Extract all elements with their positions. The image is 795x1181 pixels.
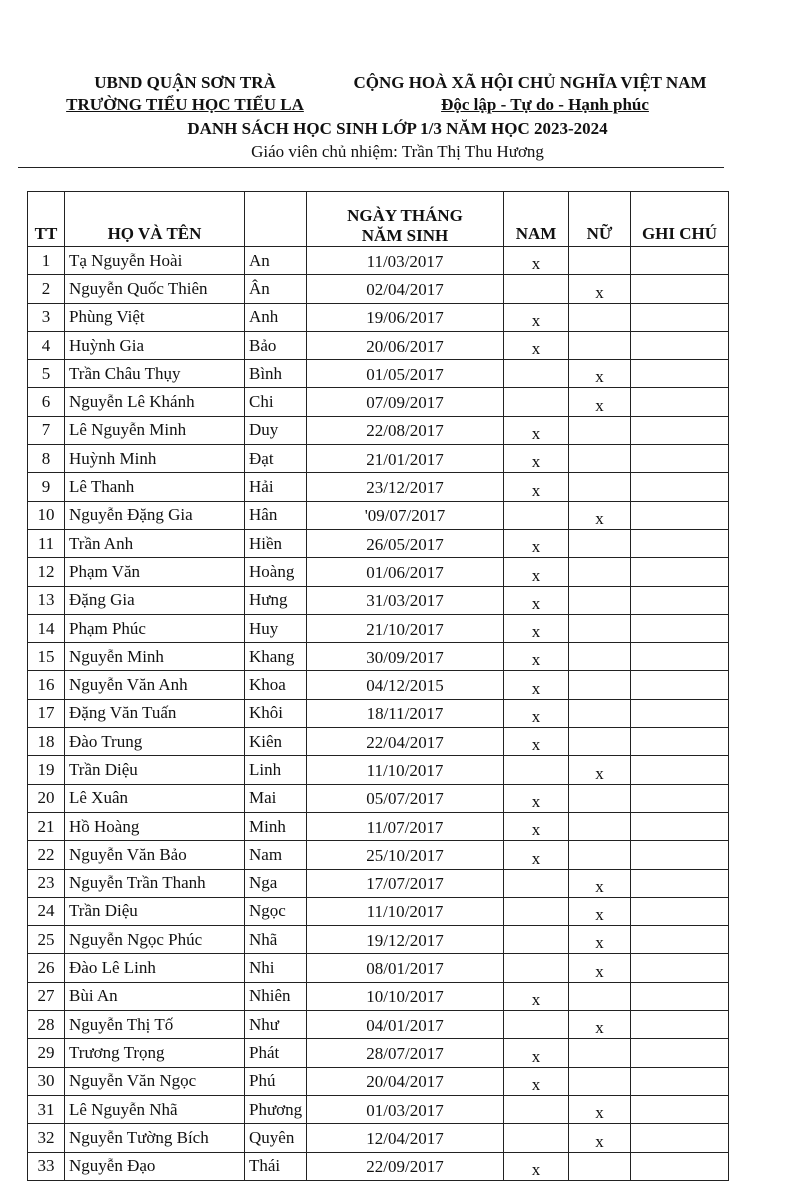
cell-note: [631, 614, 729, 642]
cell-tt: 18: [28, 728, 65, 756]
table-row: [28, 614, 729, 642]
cell-male-mark: x: [504, 445, 569, 473]
cell-full-name: Phùng Việt: [65, 303, 245, 331]
cell-given-name: Anh: [245, 303, 307, 331]
cell-full-name: Đặng Văn Tuấn: [65, 699, 245, 727]
cell-date-of-birth: 07/09/2017: [307, 388, 504, 416]
table-row: [28, 303, 729, 331]
cell-note: [631, 529, 729, 557]
table-row: [28, 897, 729, 925]
cell-male-mark: x: [504, 529, 569, 557]
cell-male-mark: x: [504, 784, 569, 812]
cell-date-of-birth: 17/07/2017: [307, 869, 504, 897]
cell-full-name: Nguyễn Lê Khánh: [65, 388, 245, 416]
cell-note: [631, 643, 729, 671]
cell-given-name: Nga: [245, 869, 307, 897]
cell-male-mark: x: [504, 699, 569, 727]
cell-note: [631, 586, 729, 614]
cell-given-name: An: [245, 247, 307, 275]
cell-given-name: Khang: [245, 643, 307, 671]
header-date-of-birth: NGÀY THÁNG NĂM SINH: [307, 192, 504, 247]
table-row: [28, 954, 729, 982]
cell-tt: 25: [28, 926, 65, 954]
table-row: [28, 445, 729, 473]
table-row: [28, 784, 729, 812]
cell-female-mark: [569, 586, 631, 614]
cell-note: [631, 473, 729, 501]
cell-tt: 12: [28, 558, 65, 586]
cell-tt: 10: [28, 501, 65, 529]
cell-female-mark: [569, 1152, 631, 1180]
cell-tt: 5: [28, 360, 65, 388]
cell-full-name: Nguyễn Đặng Gia: [65, 501, 245, 529]
cell-male-mark: x: [504, 303, 569, 331]
cell-male-mark: x: [504, 247, 569, 275]
table-row: [28, 275, 729, 303]
cell-full-name: Nguyễn Tường Bích: [65, 1124, 245, 1152]
cell-given-name: Linh: [245, 756, 307, 784]
cell-given-name: Hoàng: [245, 558, 307, 586]
cell-male-mark: [504, 756, 569, 784]
cell-female-mark: x: [569, 360, 631, 388]
table-row: [28, 1067, 729, 1095]
cell-full-name: Nguyễn Văn Bảo: [65, 841, 245, 869]
cell-date-of-birth: 30/09/2017: [307, 643, 504, 671]
cell-note: [631, 954, 729, 982]
cell-female-mark: [569, 784, 631, 812]
cell-date-of-birth: 11/10/2017: [307, 756, 504, 784]
cell-male-mark: [504, 1124, 569, 1152]
cell-given-name: Hân: [245, 501, 307, 529]
cell-given-name: Phát: [245, 1039, 307, 1067]
cell-male-mark: x: [504, 728, 569, 756]
cell-date-of-birth: 22/04/2017: [307, 728, 504, 756]
cell-female-mark: [569, 303, 631, 331]
cell-male-mark: x: [504, 982, 569, 1010]
header-given-name: [245, 192, 307, 247]
cell-note: [631, 841, 729, 869]
cell-tt: 17: [28, 699, 65, 727]
cell-male-mark: [504, 926, 569, 954]
cell-full-name: Tạ Nguyễn Hoài: [65, 247, 245, 275]
cell-note: [631, 897, 729, 925]
cell-male-mark: [504, 1011, 569, 1039]
cell-note: [631, 275, 729, 303]
cell-note: [631, 1039, 729, 1067]
cell-full-name: Nguyễn Văn Ngọc: [65, 1067, 245, 1095]
cell-date-of-birth: 21/10/2017: [307, 614, 504, 642]
header-name: HỌ VÀ TÊN: [65, 192, 245, 247]
cell-female-mark: [569, 331, 631, 359]
cell-date-of-birth: '09/07/2017: [307, 501, 504, 529]
cell-full-name: Nguyễn Thị Tố: [65, 1011, 245, 1039]
cell-given-name: Hải: [245, 473, 307, 501]
table-row: [28, 671, 729, 699]
cell-note: [631, 445, 729, 473]
cell-female-mark: [569, 643, 631, 671]
table-row: [28, 331, 729, 359]
cell-note: [631, 728, 729, 756]
cell-tt: 15: [28, 643, 65, 671]
cell-female-mark: [569, 1067, 631, 1095]
cell-date-of-birth: 20/06/2017: [307, 331, 504, 359]
cell-female-mark: x: [569, 501, 631, 529]
cell-given-name: Khoa: [245, 671, 307, 699]
cell-female-mark: x: [569, 388, 631, 416]
cell-date-of-birth: 25/10/2017: [307, 841, 504, 869]
cell-given-name: Nam: [245, 841, 307, 869]
cell-female-mark: [569, 671, 631, 699]
cell-tt: 14: [28, 614, 65, 642]
cell-male-mark: [504, 360, 569, 388]
cell-note: [631, 331, 729, 359]
cell-tt: 33: [28, 1152, 65, 1180]
cell-date-of-birth: 31/03/2017: [307, 586, 504, 614]
cell-full-name: Nguyễn Đạo: [65, 1152, 245, 1180]
header-note: GHI CHÚ: [631, 192, 729, 247]
cell-male-mark: x: [504, 812, 569, 840]
cell-date-of-birth: 21/01/2017: [307, 445, 504, 473]
cell-date-of-birth: 04/01/2017: [307, 1011, 504, 1039]
cell-given-name: Đạt: [245, 445, 307, 473]
cell-female-mark: x: [569, 1095, 631, 1123]
nation-name: CỘNG HOÀ XÃ HỘI CHỦ NGHĨA VIỆT NAM: [353, 73, 707, 92]
cell-full-name: Phạm Phúc: [65, 614, 245, 642]
cell-note: [631, 869, 729, 897]
cell-female-mark: [569, 699, 631, 727]
cell-note: [631, 699, 729, 727]
cell-male-mark: x: [504, 671, 569, 699]
cell-date-of-birth: 22/08/2017: [307, 416, 504, 444]
cell-note: [631, 558, 729, 586]
table-row: [28, 728, 729, 756]
cell-female-mark: x: [569, 954, 631, 982]
cell-tt: 23: [28, 869, 65, 897]
district-name: UBND QUẬN SƠN TRÀ: [94, 73, 276, 92]
cell-tt: 26: [28, 954, 65, 982]
national-motto-block: [320, 72, 740, 116]
cell-tt: 7: [28, 416, 65, 444]
cell-full-name: Nguyễn Quốc Thiên: [65, 275, 245, 303]
cell-tt: 20: [28, 784, 65, 812]
table-row: [28, 869, 729, 897]
cell-given-name: Chi: [245, 388, 307, 416]
table-row: [28, 586, 729, 614]
cell-female-mark: [569, 558, 631, 586]
cell-full-name: Bùi An: [65, 982, 245, 1010]
cell-date-of-birth: 04/12/2015: [307, 671, 504, 699]
table-row: [28, 247, 729, 275]
cell-tt: 27: [28, 982, 65, 1010]
school-name: TRƯỜNG TIỂU HỌC TIỂU LA: [66, 95, 304, 114]
cell-date-of-birth: 26/05/2017: [307, 529, 504, 557]
cell-full-name: Lê Thanh: [65, 473, 245, 501]
cell-given-name: Thái: [245, 1152, 307, 1180]
cell-male-mark: x: [504, 841, 569, 869]
cell-date-of-birth: 19/06/2017: [307, 303, 504, 331]
cell-female-mark: x: [569, 275, 631, 303]
cell-female-mark: [569, 247, 631, 275]
table-row: [28, 1039, 729, 1067]
cell-full-name: Đặng Gia: [65, 586, 245, 614]
header-female: NỮ: [569, 192, 631, 247]
cell-male-mark: [504, 1095, 569, 1123]
table-row: [28, 699, 729, 727]
cell-tt: 28: [28, 1011, 65, 1039]
cell-note: [631, 360, 729, 388]
cell-tt: 21: [28, 812, 65, 840]
cell-tt: 2: [28, 275, 65, 303]
cell-note: [631, 1011, 729, 1039]
cell-female-mark: [569, 614, 631, 642]
cell-given-name: Minh: [245, 812, 307, 840]
cell-date-of-birth: 28/07/2017: [307, 1039, 504, 1067]
cell-date-of-birth: 12/04/2017: [307, 1124, 504, 1152]
cell-given-name: Phương: [245, 1095, 307, 1123]
cell-female-mark: [569, 1039, 631, 1067]
cell-tt: 9: [28, 473, 65, 501]
cell-given-name: Ngọc: [245, 897, 307, 925]
cell-female-mark: x: [569, 897, 631, 925]
motto: Độc lập - Tự do - Hạnh phúc: [441, 95, 649, 114]
cell-female-mark: x: [569, 869, 631, 897]
homeroom-teacher: Giáo viên chủ nhiệm: Trần Thị Thu Hương: [251, 142, 544, 161]
cell-female-mark: [569, 812, 631, 840]
cell-full-name: Trần Diệu: [65, 756, 245, 784]
cell-male-mark: x: [504, 416, 569, 444]
cell-date-of-birth: 23/12/2017: [307, 473, 504, 501]
cell-full-name: Đào Trung: [65, 728, 245, 756]
cell-female-mark: [569, 529, 631, 557]
cell-female-mark: x: [569, 926, 631, 954]
cell-tt: 32: [28, 1124, 65, 1152]
cell-date-of-birth: 01/03/2017: [307, 1095, 504, 1123]
cell-full-name: Huỳnh Minh: [65, 445, 245, 473]
cell-note: [631, 756, 729, 784]
cell-note: [631, 784, 729, 812]
cell-female-mark: [569, 416, 631, 444]
cell-male-mark: x: [504, 331, 569, 359]
table-row: [28, 360, 729, 388]
cell-date-of-birth: 11/03/2017: [307, 247, 504, 275]
document-title: DANH SÁCH HỌC SINH LỚP 1/3 NĂM HỌC 2023-2024: [187, 119, 608, 138]
cell-male-mark: x: [504, 586, 569, 614]
table-row: [28, 1011, 729, 1039]
cell-full-name: Trần Diệu: [65, 897, 245, 925]
cell-female-mark: [569, 728, 631, 756]
header-male: NAM: [504, 192, 569, 247]
cell-female-mark: x: [569, 1124, 631, 1152]
cell-full-name: Hồ Hoàng: [65, 812, 245, 840]
cell-date-of-birth: 18/11/2017: [307, 699, 504, 727]
cell-full-name: Lê Nguyễn Minh: [65, 416, 245, 444]
cell-given-name: Kiên: [245, 728, 307, 756]
table-row: [28, 841, 729, 869]
cell-date-of-birth: 11/10/2017: [307, 897, 504, 925]
header-tt: TT: [28, 192, 65, 247]
cell-male-mark: [504, 388, 569, 416]
cell-given-name: Ân: [245, 275, 307, 303]
cell-full-name: Huỳnh Gia: [65, 331, 245, 359]
cell-date-of-birth: 02/04/2017: [307, 275, 504, 303]
cell-given-name: Mai: [245, 784, 307, 812]
cell-tt: 30: [28, 1067, 65, 1095]
cell-male-mark: [504, 501, 569, 529]
cell-full-name: Lê Nguyễn Nhã: [65, 1095, 245, 1123]
cell-tt: 22: [28, 841, 65, 869]
cell-tt: 24: [28, 897, 65, 925]
cell-given-name: Quyên: [245, 1124, 307, 1152]
cell-given-name: Phú: [245, 1067, 307, 1095]
divider-line: [18, 167, 724, 168]
cell-note: [631, 926, 729, 954]
cell-female-mark: [569, 445, 631, 473]
cell-note: [631, 812, 729, 840]
cell-given-name: Huy: [245, 614, 307, 642]
cell-tt: 1: [28, 247, 65, 275]
cell-tt: 19: [28, 756, 65, 784]
cell-female-mark: [569, 841, 631, 869]
cell-male-mark: [504, 275, 569, 303]
cell-given-name: Bảo: [245, 331, 307, 359]
cell-full-name: Nguyễn Trần Thanh: [65, 869, 245, 897]
cell-date-of-birth: 05/07/2017: [307, 784, 504, 812]
cell-full-name: Trương Trọng: [65, 1039, 245, 1067]
cell-note: [631, 501, 729, 529]
cell-note: [631, 1152, 729, 1180]
cell-date-of-birth: 01/05/2017: [307, 360, 504, 388]
table-row: [28, 416, 729, 444]
table-row: [28, 388, 729, 416]
cell-male-mark: [504, 954, 569, 982]
cell-note: [631, 303, 729, 331]
cell-date-of-birth: 11/07/2017: [307, 812, 504, 840]
cell-male-mark: x: [504, 1067, 569, 1095]
cell-note: [631, 416, 729, 444]
table-row: [28, 1124, 729, 1152]
cell-note: [631, 247, 729, 275]
cell-female-mark: x: [569, 1011, 631, 1039]
cell-tt: 29: [28, 1039, 65, 1067]
table-row: [28, 1095, 729, 1123]
cell-note: [631, 1124, 729, 1152]
cell-full-name: Trần Anh: [65, 529, 245, 557]
cell-tt: 3: [28, 303, 65, 331]
cell-given-name: Bình: [245, 360, 307, 388]
cell-male-mark: x: [504, 1039, 569, 1067]
cell-male-mark: x: [504, 614, 569, 642]
cell-date-of-birth: 01/06/2017: [307, 558, 504, 586]
cell-tt: 11: [28, 529, 65, 557]
cell-note: [631, 1067, 729, 1095]
cell-tt: 4: [28, 331, 65, 359]
cell-note: [631, 388, 729, 416]
issuer-block: [60, 72, 310, 116]
cell-male-mark: [504, 869, 569, 897]
cell-full-name: Lê Xuân: [65, 784, 245, 812]
cell-tt: 31: [28, 1095, 65, 1123]
cell-male-mark: [504, 897, 569, 925]
cell-given-name: Duy: [245, 416, 307, 444]
table-row: [28, 812, 729, 840]
table-row: [28, 558, 729, 586]
table-row: [28, 643, 729, 671]
cell-male-mark: x: [504, 558, 569, 586]
cell-given-name: Nhã: [245, 926, 307, 954]
cell-date-of-birth: 22/09/2017: [307, 1152, 504, 1180]
table-row: [28, 926, 729, 954]
table-row: [28, 529, 729, 557]
cell-full-name: Nguyễn Ngọc Phúc: [65, 926, 245, 954]
cell-full-name: Nguyễn Văn Anh: [65, 671, 245, 699]
cell-tt: 13: [28, 586, 65, 614]
student-roster-table: [27, 191, 729, 1181]
cell-female-mark: [569, 473, 631, 501]
cell-full-name: Trần Châu Thụy: [65, 360, 245, 388]
cell-note: [631, 671, 729, 699]
cell-full-name: Phạm Văn: [65, 558, 245, 586]
cell-note: [631, 1095, 729, 1123]
cell-full-name: Đào Lê Linh: [65, 954, 245, 982]
cell-male-mark: x: [504, 1152, 569, 1180]
table-row: [28, 501, 729, 529]
table-row: [28, 982, 729, 1010]
cell-given-name: Hiền: [245, 529, 307, 557]
table-row: [28, 473, 729, 501]
cell-date-of-birth: 20/04/2017: [307, 1067, 504, 1095]
cell-female-mark: [569, 982, 631, 1010]
cell-given-name: Nhiên: [245, 982, 307, 1010]
cell-given-name: Hưng: [245, 586, 307, 614]
cell-female-mark: x: [569, 756, 631, 784]
cell-note: [631, 982, 729, 1010]
table-row: [28, 756, 729, 784]
cell-tt: 6: [28, 388, 65, 416]
cell-given-name: Như: [245, 1011, 307, 1039]
cell-date-of-birth: 08/01/2017: [307, 954, 504, 982]
cell-given-name: Khôi: [245, 699, 307, 727]
cell-given-name: Nhi: [245, 954, 307, 982]
cell-full-name: Nguyễn Minh: [65, 643, 245, 671]
cell-male-mark: x: [504, 473, 569, 501]
table-body: [28, 247, 729, 1181]
cell-tt: 8: [28, 445, 65, 473]
table-header-row: [28, 192, 729, 247]
cell-date-of-birth: 10/10/2017: [307, 982, 504, 1010]
cell-date-of-birth: 19/12/2017: [307, 926, 504, 954]
cell-tt: 16: [28, 671, 65, 699]
table-row: [28, 1152, 729, 1180]
cell-male-mark: x: [504, 643, 569, 671]
